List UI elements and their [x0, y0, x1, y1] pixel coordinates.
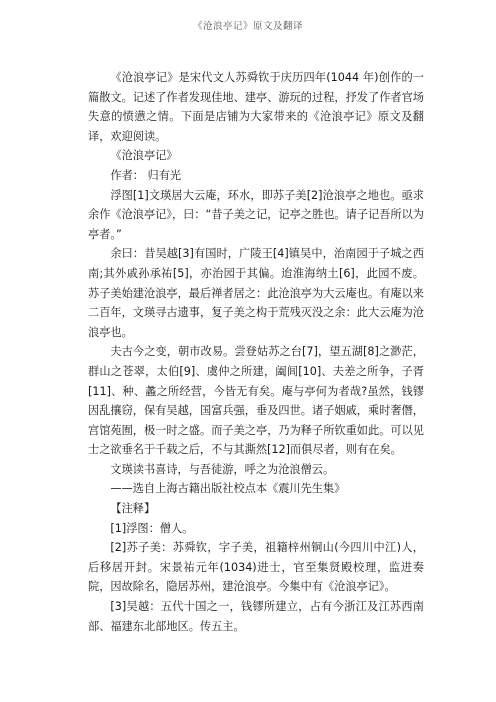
poem-paragraph-2: 余曰：昔吴越[3]有国时，广陵王[4]镇吴中，治南园于子城之西南;其外戚孙承祐[5]，亦治园于其偏。迨淮海纳土[6]，此园不废。苏子美始建沧浪亭，最后禅者居之：此沧浪亭为大云庵也。有庵以来二百年，文瑛寻古遗事，复子美之构于荒残灭没之余：此大云庵为沧浪亭也。: [88, 247, 424, 339]
notes-heading: 【注释】: [110, 502, 156, 516]
poem-paragraph-4: 文瑛读书喜诗，与吾徒游，呼之为沧浪僧云。: [110, 462, 335, 476]
note-item-2: [2]苏子美：苏舜钦，字子美，祖籍梓州铜山(今四川中江)人，后移居开封。宋景祐元年(1034)进士，官至集贤殿校理，监进奏院，因故除名，隐居苏州，建沧浪亭。今集中有《沧浪亭记》。: [88, 541, 424, 594]
document-title: 《沧浪亭记》原文及翻译: [192, 21, 303, 32]
document-body: [88, 68, 424, 636]
intro-paragraph: 《沧浪亭记》是宋代文人苏舜钦于庆历四年(1044 年)创作的一篇散文。记述了作者发现佳地、建亭、游玩的过程，抒发了作者官场失意的愤懑之情。下面是店铺为大家带来的《沧浪亭记》原文及翻译，欢迎阅读。: [88, 71, 424, 143]
note-item-1: [1]浮图：僧人。: [110, 521, 194, 535]
poem-author: 作者： 归有光: [110, 168, 182, 182]
poem-paragraph-3: 夫古今之变，朝市改易。尝登姑苏之台[7]，望五湖[8]之渺茫，群山之苍翠，太伯[9]、虞仲之所建，阖闾[10]、夫差之所争，子胥[11]、种、蠡之所经营，今皆无有矣。庵与亭何为者哉?虽然，钱镠因乱攘窃，保有吴越，国富兵强，垂及四世。诸子姻戚，乘时奢僭，宫馆苑囿，极一时之盛。而子美之亭，乃为释子所钦重如此。可以见士之欲垂名于千载之后，不与其澌然[12]而俱尽者，则有在矣。: [88, 345, 424, 457]
source-line: ——选自上海古籍出版社校点本《震川先生集》: [110, 482, 346, 496]
note-item-3: [3]吴越：五代十国之一，钱镠所建立，占有今浙江及江苏西南部、福建东北部地区。传五主。: [88, 600, 424, 633]
poem-heading: 《沧浪亭记》: [110, 149, 178, 163]
poem-paragraph-1: 浮图[1]文瑛居大云庵，环水，即苏子美[2]沧浪亭之地也。亟求余作《沧浪亭记》，曰：“昔子美之记，记亭之胜也。请子记吾所以为亭者。”: [88, 188, 424, 241]
